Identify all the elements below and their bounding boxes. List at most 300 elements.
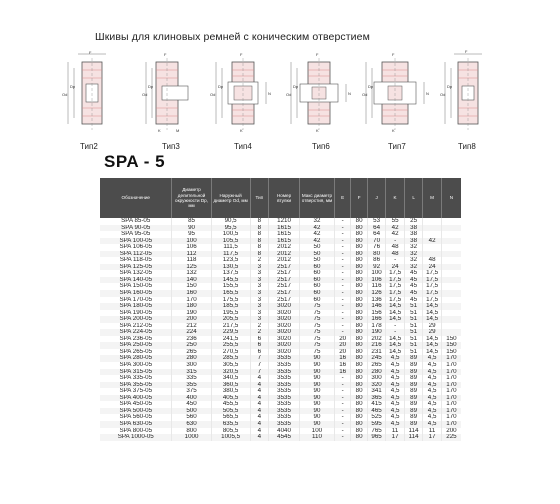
header-m: M <box>423 178 442 218</box>
table-cell: 14,5 <box>423 342 442 349</box>
table-cell: SPA 265-05 <box>119 348 153 355</box>
table-cell: 80 <box>351 408 367 415</box>
mark-f: F <box>89 50 92 55</box>
diagram-type3 <box>142 48 204 152</box>
table-cell: 3 <box>250 264 269 271</box>
table-cell: - <box>386 329 405 336</box>
table-cell: - <box>334 382 350 389</box>
table-cell: 80 <box>351 362 367 369</box>
table-cell: 320 <box>367 382 386 389</box>
table-cell: 4,5 <box>386 355 405 362</box>
table-cell: 42 <box>299 238 334 245</box>
table-cell: 75 <box>299 310 334 317</box>
table-cell: 90 <box>172 225 211 232</box>
mark-n: N <box>268 91 271 96</box>
table-cell: 3 <box>250 303 269 310</box>
table-cell: 80 <box>351 369 367 376</box>
table-cell: 3535 <box>269 414 300 421</box>
table-cell: SPA 112-05 <box>100 251 172 258</box>
table-cell: SPA 630-05 <box>100 421 172 428</box>
diagram-type2-label: Тип2 <box>80 142 98 151</box>
table-cell: - <box>334 408 350 415</box>
table-cell: - <box>334 395 350 402</box>
table-cell: 32 <box>404 264 423 271</box>
table-cell: 3 <box>250 316 269 323</box>
table-cell: 7 <box>250 355 269 362</box>
table-cell: - <box>334 434 350 441</box>
table-cell: 11 <box>386 428 405 435</box>
table-cell: 190 <box>172 310 211 317</box>
table-cell: 4,5 <box>386 362 405 369</box>
table-cell: 117,5 <box>211 251 250 258</box>
mark-n: N <box>426 91 429 96</box>
table-cell: 231 <box>367 349 386 356</box>
table-cell: 75 <box>299 342 334 349</box>
table-cell: 3020 <box>269 323 300 330</box>
mark-dp: Dp <box>70 84 76 89</box>
table-cell: 17,5 <box>386 283 405 290</box>
section-title: SPA - 5 <box>104 152 166 171</box>
table-cell: 3535 <box>269 395 300 402</box>
table-cell: 89 <box>404 408 423 415</box>
table-cell: SPA 500-05 <box>100 408 172 415</box>
table-cell: 241,5 <box>211 336 250 343</box>
table-cell: 2517 <box>269 277 300 284</box>
header-type: Тип <box>250 178 269 218</box>
table-cell: 170 <box>441 382 461 389</box>
table-cell: 4,5 <box>423 369 442 376</box>
table-cell: SPA 1000-05 <box>100 434 172 441</box>
table-cell: SPA 212-05 <box>119 322 153 329</box>
table-cell: 51 <box>404 303 423 310</box>
table-cell: 24 <box>386 264 405 271</box>
table-cell: 255,5 <box>211 342 250 349</box>
table-cell: 205,5 <box>211 316 250 323</box>
table-cell: 150 <box>172 283 211 290</box>
table-cell: 380,5 <box>211 388 250 395</box>
table-cell: 630 <box>172 421 211 428</box>
table-cell: 38 <box>404 238 423 245</box>
table-cell: SPA 355-05 <box>100 382 172 389</box>
table-cell: 165,5 <box>211 290 250 297</box>
table-cell: 92 <box>367 264 386 271</box>
table-cell: 8 <box>250 238 269 245</box>
table-cell: 51 <box>404 349 423 356</box>
table-cell: 80 <box>351 401 367 408</box>
header-e: E <box>334 178 350 218</box>
table-cell: 48 <box>386 244 405 251</box>
table-cell: 89 <box>404 355 423 362</box>
table-cell: 1615 <box>269 225 300 232</box>
table-row <box>100 434 461 441</box>
mark-f: F <box>392 52 395 57</box>
table-cell: 137,5 <box>211 270 250 277</box>
table-cell: 265 <box>172 349 211 356</box>
table-cell: 4,5 <box>423 388 442 395</box>
table-cell: 155,5 <box>211 283 250 290</box>
header-n: N <box>441 178 461 218</box>
table-cell: 60 <box>299 297 334 304</box>
mark-dp: Dp <box>447 84 453 89</box>
table-cell: 4 <box>250 428 269 435</box>
table-cell: 80 <box>351 342 367 349</box>
table-cell: 635,5 <box>211 421 250 428</box>
diagram-type2 <box>60 48 124 152</box>
table-cell: 4 <box>250 388 269 395</box>
diagram-type8 <box>440 48 496 152</box>
table-cell: - <box>334 310 350 317</box>
header-l: L <box>404 178 423 218</box>
table-cell: 38 <box>404 231 423 238</box>
table-cell: 8 <box>250 231 269 238</box>
table-cell: 340,5 <box>211 375 250 382</box>
table-cell: SPA 170-05 <box>119 296 153 303</box>
table-cell: 116 <box>367 283 386 290</box>
table-cell: 4,5 <box>386 408 405 415</box>
table-cell: 80 <box>351 231 367 238</box>
table-cell: 42 <box>386 231 405 238</box>
mark-od: Od <box>62 92 68 97</box>
table-cell: 4,5 <box>423 395 442 402</box>
table-cell: 4 <box>250 414 269 421</box>
table-cell: 80 <box>351 421 367 428</box>
table-cell: 45 <box>404 277 423 284</box>
table-cell: 90,5 <box>211 218 250 225</box>
table-cell: 4 <box>250 395 269 402</box>
table-cell: - <box>334 270 350 277</box>
table-cell: 80 <box>351 290 367 297</box>
table-cell: 505,5 <box>211 408 250 415</box>
table-cell: 80 <box>351 382 367 389</box>
table-header-row <box>100 178 461 218</box>
diagram-type4 <box>210 48 282 152</box>
table-cell: 89 <box>404 382 423 389</box>
table-cell: 32 <box>299 218 334 225</box>
table-cell: 51 <box>404 316 423 323</box>
table-cell: 75 <box>299 336 334 343</box>
table-cell: 285,5 <box>211 355 250 362</box>
mark-f: F <box>316 52 319 57</box>
table-cell: 216 <box>367 342 386 349</box>
table-cell: 60 <box>299 290 334 297</box>
pulley-type2-drawing <box>60 48 124 140</box>
table-cell: 3020 <box>269 310 300 317</box>
table-cell: 4,5 <box>423 408 442 415</box>
table-cell: 450 <box>172 401 211 408</box>
table-cell: 132 <box>172 270 211 277</box>
table-cell: 89 <box>404 401 423 408</box>
table-cell: 64 <box>367 231 386 238</box>
table-cell: 16 <box>334 362 350 369</box>
table-cell: 60 <box>299 277 334 284</box>
table-cell: 150 <box>441 336 461 343</box>
table-cell: 270,5 <box>211 349 250 356</box>
table-cell: 14,5 <box>423 303 442 310</box>
table-cell: 4,5 <box>423 382 442 389</box>
table-cell: 4545 <box>269 434 300 441</box>
table-cell: 265 <box>367 362 386 369</box>
table-cell: - <box>334 401 350 408</box>
table-cell: 53 <box>367 218 386 225</box>
table-cell: 80 <box>351 297 367 304</box>
table-cell: 17,5 <box>386 277 405 284</box>
table-cell: - <box>334 225 350 232</box>
table-cell: 565,5 <box>211 414 250 421</box>
table-cell: 90 <box>299 408 334 415</box>
table-cell: 202 <box>367 336 386 343</box>
table-cell: 4,5 <box>386 414 405 421</box>
table-cell: 80 <box>351 395 367 402</box>
table-cell: 2 <box>250 323 269 330</box>
pulley-type6-drawing <box>286 48 356 140</box>
table-cell: 14,5 <box>386 316 405 323</box>
diagram-type4-label: Тип4 <box>234 142 252 151</box>
table-cell: 89 <box>404 362 423 369</box>
table-cell: 32 <box>404 251 423 258</box>
table-cell: 8 <box>250 244 269 251</box>
mark-od: Od <box>440 92 446 97</box>
table-cell: 89 <box>404 414 423 421</box>
table-cell: 90 <box>299 414 334 421</box>
mark-od: Od <box>286 92 292 97</box>
table-cell: 375 <box>172 388 211 395</box>
table-cell: 335 <box>172 375 211 382</box>
table-cell: SPA 450-05 <box>119 401 153 408</box>
table-cell: 315 <box>172 369 211 376</box>
table-cell: 3020 <box>269 316 300 323</box>
table-cell: 130,5 <box>211 264 250 271</box>
table-cell: 80 <box>351 225 367 232</box>
table-cell: - <box>334 290 350 297</box>
header-bushing-number: Номер втулки <box>269 178 300 218</box>
table-cell: 4,5 <box>423 375 442 382</box>
table-cell: 75 <box>299 316 334 323</box>
table-cell: 3535 <box>269 355 300 362</box>
table-cell: 89 <box>404 421 423 428</box>
table-cell: 2517 <box>269 270 300 277</box>
table-cell: 4 <box>250 401 269 408</box>
table-cell: 3020 <box>269 342 300 349</box>
table-cell: 150 <box>441 342 461 349</box>
table-cell: 224 <box>172 329 211 336</box>
header-max-bore: Макс диаметр отверстия, мм <box>299 178 334 218</box>
table-cell: 29 <box>423 323 442 330</box>
mark-f: F <box>164 52 167 57</box>
table-cell: 2 <box>250 329 269 336</box>
table-cell: - <box>334 297 350 304</box>
table-cell: - <box>386 257 405 264</box>
table-cell: 25 <box>404 218 423 225</box>
table-cell: 4,5 <box>423 355 442 362</box>
table-cell: 80 <box>351 428 367 435</box>
table-cell: 465 <box>367 408 386 415</box>
table-cell: 75 <box>299 349 334 356</box>
table-cell: 16 <box>334 369 350 376</box>
table-cell: 355 <box>172 382 211 389</box>
table-cell: 280 <box>367 369 386 376</box>
table-cell: 405,5 <box>211 395 250 402</box>
table-cell: 75 <box>299 303 334 310</box>
table-cell: 80 <box>351 257 367 264</box>
table-cell: 245 <box>367 355 386 362</box>
table-cell: 280 <box>172 355 211 362</box>
table-cell: 48 <box>386 251 405 258</box>
table-cell: 14,5 <box>423 349 442 356</box>
mark-f: F <box>240 52 243 57</box>
page-title: Шкивы для клиновых ремней с коническим отверстием <box>95 31 370 43</box>
table-cell: 80 <box>351 303 367 310</box>
table-cell: 80 <box>351 244 367 251</box>
table-cell: 145,5 <box>211 277 250 284</box>
table-cell: 3020 <box>269 336 300 343</box>
table-cell: 85 <box>172 218 211 225</box>
mark-dp: Dp <box>368 84 374 89</box>
table-cell: 3535 <box>269 408 300 415</box>
table-cell: 4,5 <box>423 414 442 421</box>
header-j: J <box>367 178 386 218</box>
table-cell: 166 <box>367 316 386 323</box>
table-cell: 3 <box>250 310 269 317</box>
mark-n: N <box>348 91 351 96</box>
table-cell: 50 <box>299 257 334 264</box>
table-cell: SPA 250-05 <box>100 342 172 349</box>
table-cell: 341 <box>367 388 386 395</box>
table-cell: 2012 <box>269 251 300 258</box>
table-cell: 29 <box>423 329 442 336</box>
mark-m: M <box>176 128 180 133</box>
table-cell: 175,5 <box>211 297 250 304</box>
table-cell: - <box>334 428 350 435</box>
table-cell: 7 <box>250 362 269 369</box>
table-cell: 300 <box>172 362 211 369</box>
table-cell: 75 <box>299 329 334 336</box>
table-cell: 42 <box>299 231 334 238</box>
table-cell: 170 <box>172 297 211 304</box>
table-cell: 3 <box>250 283 269 290</box>
table-cell: 805,5 <box>211 428 250 435</box>
table-cell: 217,5 <box>211 323 250 330</box>
table-cell: 2517 <box>269 264 300 271</box>
table-cell: 415 <box>367 401 386 408</box>
table-cell: 51 <box>404 342 423 349</box>
table-cell: - <box>334 323 350 330</box>
table-cell: 17 <box>386 434 405 441</box>
table-cell: 150 <box>441 349 461 356</box>
table-cell: 80 <box>351 375 367 382</box>
diagram-type3-label: Тип3 <box>162 142 180 151</box>
table-cell: 250 <box>172 342 211 349</box>
header-pitch-diameter: Диаметр делительной окружности Dp, мм <box>172 178 211 218</box>
mark-od: Od <box>210 92 216 97</box>
table-cell: 2517 <box>269 290 300 297</box>
table-cell: 89 <box>404 388 423 395</box>
table-cell: 100 <box>299 428 334 435</box>
header-f: F <box>351 178 367 218</box>
table-cell: 111,5 <box>211 244 250 251</box>
table-cell: - <box>386 238 405 245</box>
table-cell: 3535 <box>269 362 300 369</box>
table-cell: - <box>334 257 350 264</box>
table-cell: 14,5 <box>386 342 405 349</box>
table-cell: 80 <box>351 329 367 336</box>
table-cell: 75 <box>299 323 334 330</box>
table-cell: - <box>334 244 350 251</box>
table-cell: 51 <box>404 323 423 330</box>
table-cell: - <box>334 329 350 336</box>
table-cell: 180 <box>172 303 211 310</box>
table-cell: 560 <box>172 414 211 421</box>
table-cell: 80 <box>351 336 367 343</box>
table-cell: 4,5 <box>386 401 405 408</box>
table-cell: - <box>334 251 350 258</box>
table-cell: 90 <box>299 421 334 428</box>
table-cell: 212 <box>172 323 211 330</box>
table-cell: 17,5 <box>386 297 405 304</box>
table-cell: 185,5 <box>211 303 250 310</box>
table-cell: 3535 <box>269 375 300 382</box>
table-cell: 2517 <box>269 283 300 290</box>
mark-dp: Dp <box>293 84 299 89</box>
table-cell: 965 <box>367 434 386 441</box>
table-cell: 14,5 <box>423 316 442 323</box>
table-cell: 3 <box>250 297 269 304</box>
table-cell: SPA 100-05 <box>100 238 172 245</box>
table-cell: SPA 150-05 <box>119 283 153 290</box>
table-cell: - <box>334 231 350 238</box>
table-cell: 24 <box>423 264 442 271</box>
table-cell: - <box>386 323 405 330</box>
table-cell: 80 <box>367 251 386 258</box>
table-cell: 105,5 <box>211 238 250 245</box>
table-cell: 1005,5 <box>211 434 250 441</box>
table-cell: SPA 190-05 <box>119 309 153 316</box>
table-cell: 125 <box>172 264 211 271</box>
table-cell: SPA 315-05 <box>100 369 172 376</box>
table-cell: 136 <box>367 297 386 304</box>
table-cell: 455,5 <box>211 401 250 408</box>
table-cell: 225 <box>441 434 461 441</box>
table-cell: 114 <box>404 428 423 435</box>
table-cell: 80 <box>351 434 367 441</box>
table-cell: 4 <box>250 375 269 382</box>
table-cell: 3 <box>250 277 269 284</box>
table-cell: 106 <box>172 244 211 251</box>
table-cell: 42 <box>386 225 405 232</box>
table-cell: 20 <box>334 349 350 356</box>
table-cell: 170 <box>441 395 461 402</box>
table-cell: 17,5 <box>423 270 442 277</box>
table-cell: 70 <box>367 238 386 245</box>
table-cell: 106 <box>367 277 386 284</box>
table-cell: 51 <box>404 336 423 343</box>
mark-k: K <box>240 128 243 133</box>
table-cell: 14,5 <box>423 310 442 317</box>
table-cell: 126 <box>367 290 386 297</box>
table-cell: 3535 <box>269 369 300 376</box>
table-cell: 595 <box>367 421 386 428</box>
table-cell: 2012 <box>269 257 300 264</box>
table-cell: 80 <box>351 349 367 356</box>
table-cell: SPA 132-05 <box>119 270 153 277</box>
table-cell: 45 <box>404 270 423 277</box>
table-cell: - <box>334 375 350 382</box>
table-cell: 4,5 <box>423 421 442 428</box>
mark-dp: Dp <box>148 84 154 89</box>
table-cell: 6 <box>250 342 269 349</box>
table-cell: 89 <box>404 369 423 376</box>
table-cell: 45 <box>404 290 423 297</box>
table-cell: 800 <box>172 428 211 435</box>
